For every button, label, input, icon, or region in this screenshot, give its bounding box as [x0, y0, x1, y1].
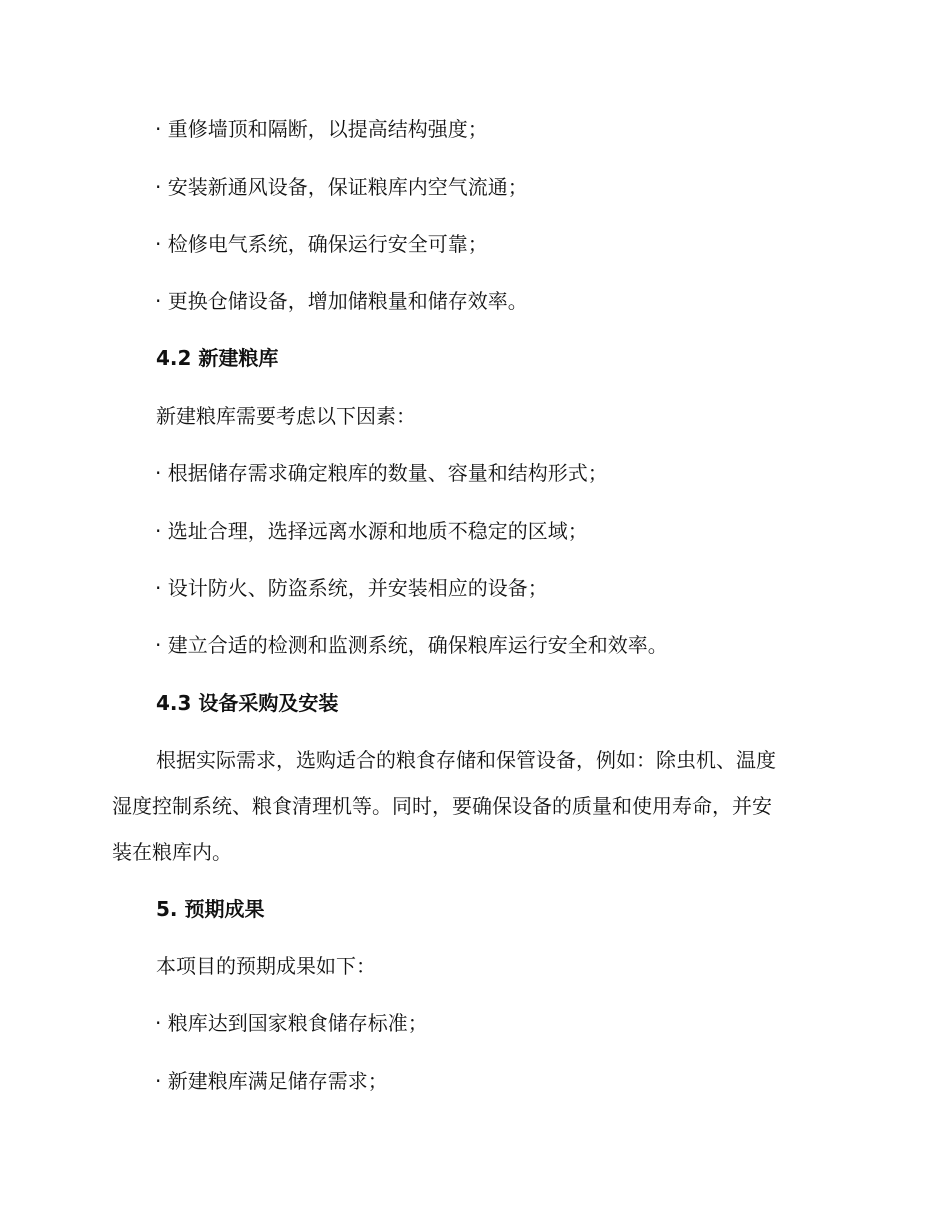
bullet-item: · 设计防火、防盗系统，并安装相应的设备；	[155, 576, 548, 600]
section-heading-4-3: 4.3 设备采购及安装	[156, 691, 339, 715]
section-heading-4-2: 4.2 新建粮库	[156, 346, 279, 370]
paragraph-line: 装在粮库内。	[112, 840, 232, 864]
paragraph-intro: 本项目的预期成果如下：	[156, 954, 376, 978]
paragraph-intro: 新建粮库需要考虑以下因素：	[156, 404, 416, 428]
bullet-item: · 重修墙顶和隔断，以提高结构强度；	[155, 117, 488, 141]
bullet-item: · 根据储存需求确定粮库的数量、容量和结构形式；	[155, 461, 608, 485]
bullet-item: · 建立合适的检测和监测系统，确保粮库运行安全和效率。	[155, 633, 668, 657]
bullet-item: · 检修电气系统，确保运行安全可靠；	[155, 232, 488, 256]
bullet-item: · 新建粮库满足储存需求；	[155, 1069, 388, 1093]
bullet-item: · 安装新通风设备，保证粮库内空气流通；	[155, 175, 528, 199]
bullet-item: · 更换仓储设备，增加储粮量和储存效率。	[155, 289, 528, 313]
paragraph-line: 根据实际需求，选购适合的粮食存储和保管设备，例如：除虫机、温度	[156, 748, 776, 772]
bullet-item: · 选址合理，选择远离水源和地质不稳定的区域；	[155, 519, 588, 543]
section-heading-5: 5. 预期成果	[156, 897, 265, 921]
bullet-item: · 粮库达到国家粮食储存标准；	[155, 1011, 428, 1035]
paragraph-line: 湿度控制系统、粮食清理机等。同时，要确保设备的质量和使用寿命，并安	[112, 794, 772, 818]
